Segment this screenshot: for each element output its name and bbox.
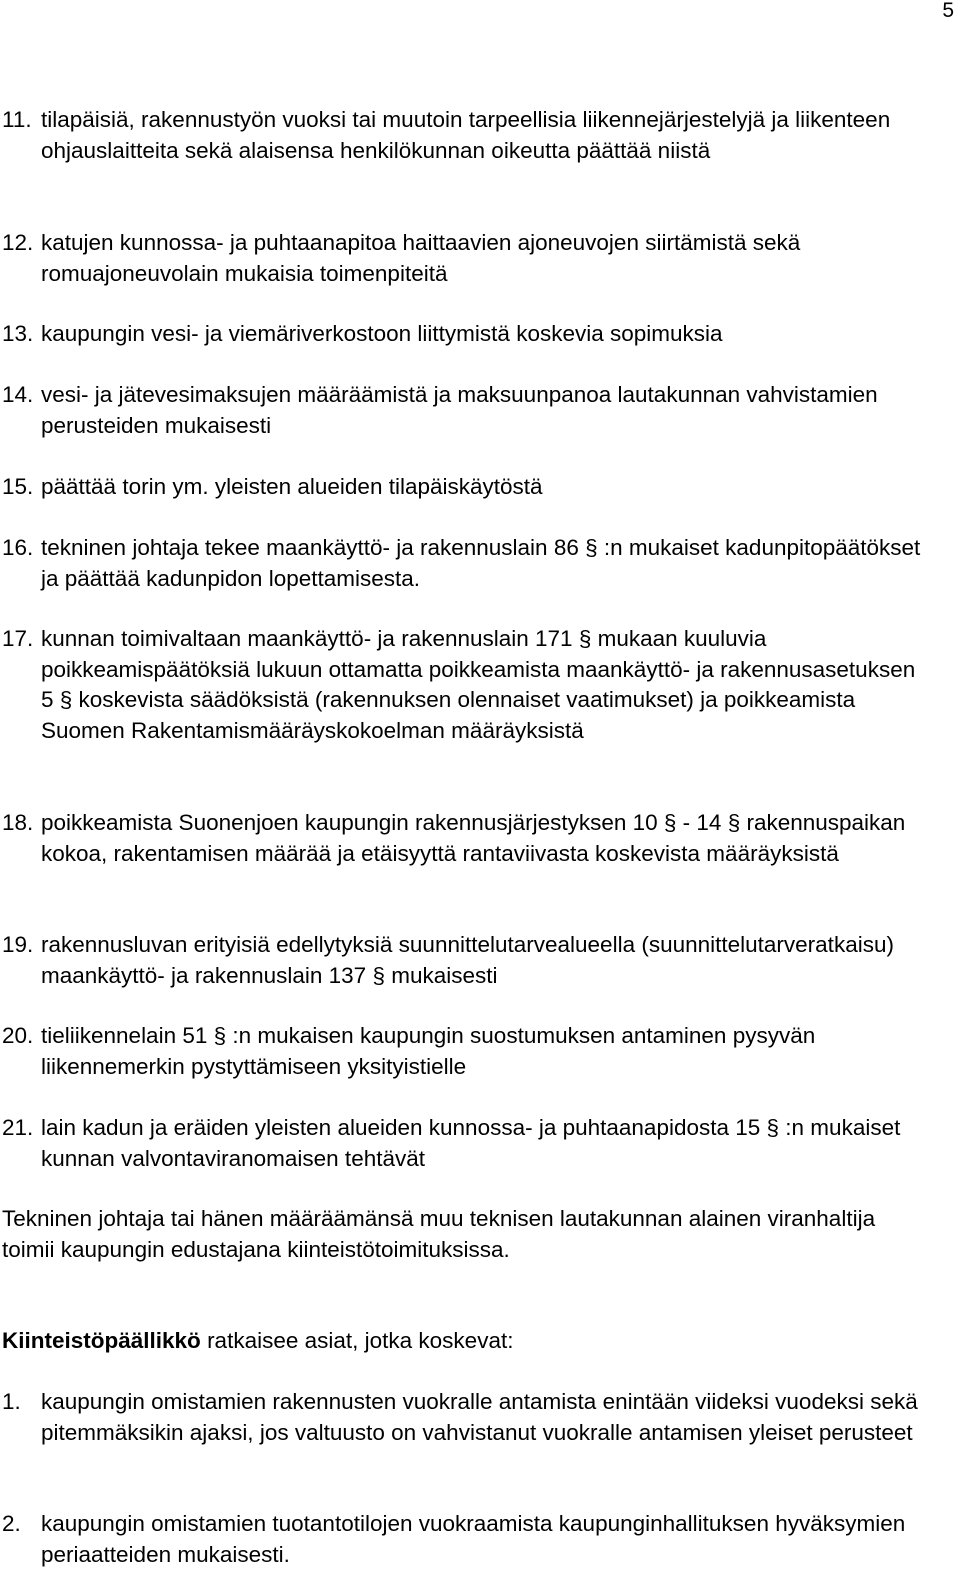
list-item-12 [0, 228, 960, 289]
list-item-text: lain kadun ja eräiden yleisten alueiden kunnossa- ja puhtaanapidosta 15 § :n mukaiset kunnan valvontaviranomaisen tehtävät [41, 1115, 901, 1171]
list-item-number: 14. [2, 382, 34, 407]
list-item-text: kunnan toimivaltaan maankäyttö- ja rakennuslain 171 § mukaan kuuluvia poikkeamispäätöksiä lukuun ottamatta poikkeamista maankäyttö- ja rakennusasetuksen 5 § koskevista säädöksistä (rakennuksen olennaiset vaatimukset) ja poikkeamista Suomen Rakentamismääräyskokoelman määräyksistä [41, 626, 916, 743]
list-item-19 [0, 930, 960, 991]
section-heading-kiinteistopaallikko [2, 1326, 912, 1357]
list-item-16 [0, 533, 960, 594]
list-item-13 [0, 319, 960, 350]
list-item-text: tekninen johtaja tekee maankäyttö- ja rakennuslain 86 § :n mukaiset kadunpitopäätökset ja päättää kadunpidon lopettamisesta. [41, 535, 921, 591]
list-item-18 [0, 808, 960, 869]
list-item-number: 17. [2, 626, 34, 651]
role-title: Kiinteistöpäällikkö [2, 1328, 201, 1353]
list-item-17 [0, 624, 960, 746]
list-item-number: 13. [2, 321, 34, 346]
list-item-text: tilapäisiä, rakennustyön vuoksi tai muutoin tarpeellisia liikennejärjestelyjä ja liikenteen ohjauslaitteita sekä alaisensa henkilökunnan oikeutta päättää niistä [41, 107, 891, 163]
list-item-text: päättää torin ym. yleisten alueiden tilapäiskäytöstä [41, 474, 543, 499]
list-item-number: 1. [2, 1389, 21, 1414]
list-item-text: poikkeamista Suonenjoen kaupungin rakennusjärjestyksen 10 § - 14 § rakennuspaikan kokoa, rakentamisen määrää ja etäisyyttä rantaviivasta koskevista määräyksistä [41, 810, 906, 866]
list-item-text: katujen kunnossa- ja puhtaanapitoa haittaavien ajoneuvojen siirtämistä sekä romuajoneuvolain mukaisia toimenpiteitä [41, 230, 801, 286]
list-item-text: kaupungin omistamien rakennusten vuokralle antamista enintään viideksi vuodeksi sekä pitemmäksikin ajaksi, jos valtuusto on vahvistanut vuokralle antamisen yleiset perusteet [41, 1389, 918, 1445]
list-item-number: 2. [2, 1511, 21, 1536]
list-item-14 [0, 380, 960, 441]
list-item-number: 11. [2, 107, 32, 132]
list-item-11 [0, 105, 960, 166]
list-item-text: rakennusluvan erityisiä edellytyksiä suunnittelutarvealueella (suunnittelutarveratkaisu) maankäyttö- ja rakennuslain 137 § mukaisesti [41, 932, 894, 988]
page-number: 5 [942, 0, 954, 22]
list-item-number: 20. [2, 1023, 34, 1048]
list-item-number: 19. [2, 932, 34, 957]
paragraph-representative: Tekninen johtaja tai hänen määräämänsä muu teknisen lautakunnan alainen viranhaltija toimii kaupungin edustajana kiinteistötoimituksissa. [2, 1206, 876, 1262]
list-item-number: 18. [2, 810, 34, 835]
heading-rest: ratkaisee asiat, jotka koskevat: [200, 1328, 514, 1353]
list-item-number: 16. [2, 535, 34, 560]
list-b-item-1 [0, 1387, 960, 1448]
list-item-15 [0, 472, 960, 503]
list-item-number: 15. [2, 474, 34, 499]
list-item-number: 21. [2, 1115, 34, 1140]
list-b-item-2 [0, 1509, 960, 1570]
list-item-number: 12. [2, 230, 34, 255]
list-item-21 [0, 1113, 960, 1174]
list-item-20 [0, 1021, 960, 1082]
list-item-text: kaupungin vesi- ja viemäriverkostoon liittymistä koskevia sopimuksia [41, 321, 723, 346]
list-item-text: vesi- ja jätevesimaksujen määräämistä ja maksuunpanoa lautakunnan vahvistamien perusteiden mukaisesti [41, 382, 878, 438]
list-item-text: kaupungin omistamien tuotantotilojen vuokraamista kaupunginhallituksen hyväksymien periaatteiden mukaisesti. [41, 1511, 906, 1567]
list-item-text: tieliikennelain 51 § :n mukaisen kaupungin suostumuksen antaminen pysyvän liikennemerkin pystyttämiseen yksityistielle [41, 1023, 816, 1079]
